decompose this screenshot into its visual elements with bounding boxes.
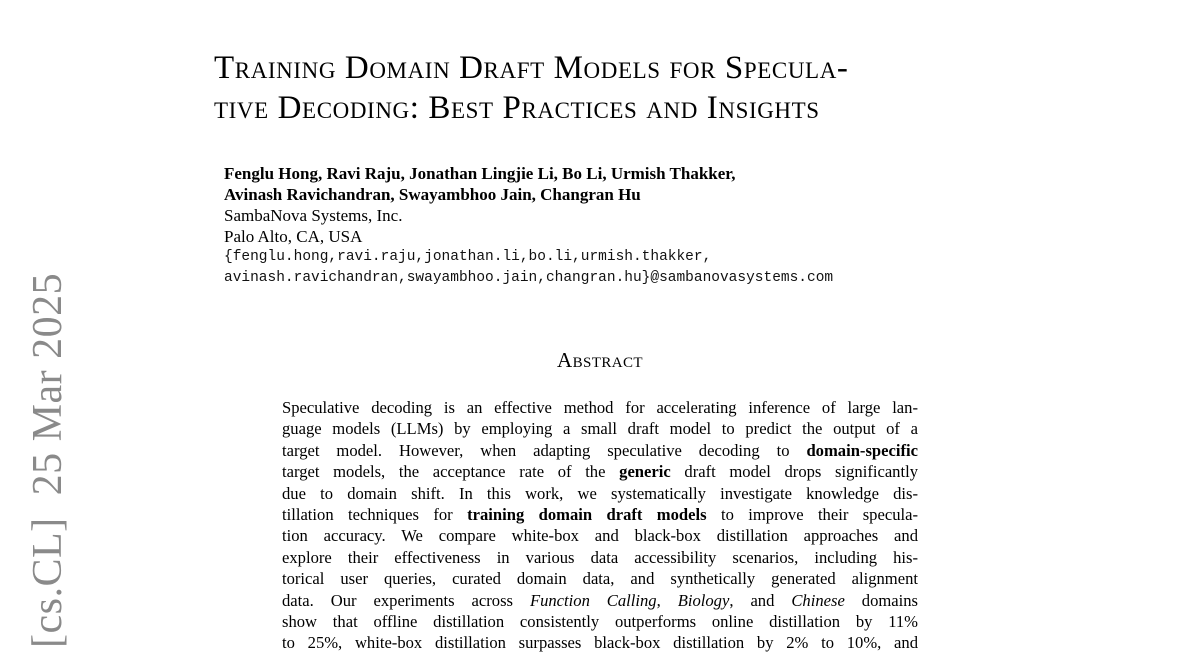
abstract-text: tillation techniques for xyxy=(282,505,468,525)
abstract-line: show that offline distillation consistently outperforms online distillation by 11% xyxy=(282,612,918,632)
author-names-line-2: Avinash Ravichandran, Swayambhoo Jain, Changran Hu xyxy=(224,185,641,204)
abstract-line: to 25%, white-box distillation surpasses black-box distillation by 2% to 10%, and xyxy=(282,633,918,653)
italic-biology: Biology xyxy=(677,590,730,610)
emphasis-training-domain-draft-models: training domain draft models xyxy=(467,505,707,525)
emphasis-generic: generic xyxy=(619,462,671,482)
abstract-line xyxy=(282,440,918,461)
arxiv-stamp xyxy=(26,273,70,648)
abstract-text: domains xyxy=(844,590,919,610)
abstract-text: data. Our experiments across xyxy=(282,590,530,610)
title-line-1: Training Domain Draft Models for Specula- xyxy=(214,50,849,86)
abstract-text: , and xyxy=(729,590,792,610)
author-names-line-1: Fenglu Hong, Ravi Raju, Jonathan Lingjie Li, Bo Li, Urmish Thakker, xyxy=(224,164,736,183)
abstract-text: target model. However, when adapting speculative decoding to xyxy=(282,440,807,460)
abstract-line xyxy=(282,590,918,611)
abstract-line: Speculative decoding is an effective method for accelerating inference of large lan- xyxy=(282,398,918,417)
arxiv-category: [cs.CL] xyxy=(25,517,71,648)
abstract-text: draft model drops significantly xyxy=(670,462,918,482)
abstract-text: , xyxy=(656,590,678,610)
abstract-line xyxy=(282,504,918,525)
italic-chinese: Chinese xyxy=(791,590,845,610)
italic-function-calling: Function Calling xyxy=(529,590,657,610)
arxiv-date: 25 Mar 2025 xyxy=(25,272,71,496)
author-location: Palo Alto, CA, USA xyxy=(224,227,363,246)
author-block xyxy=(224,163,1004,289)
author-emails-line-2: avinash.ravichandran,swayambhoo.jain,changran.hu}@sambanovasystems.com xyxy=(224,270,834,286)
author-organization: SambaNova Systems, Inc. xyxy=(224,206,403,225)
abstract-line: torical user queries, curated domain data, and synthetically generated alignment xyxy=(282,569,918,589)
abstract-body xyxy=(282,397,918,654)
author-emails-line-1: {fenglu.hong,ravi.raju,jonathan.li,bo.li,urmish.thakker, xyxy=(224,249,712,265)
emphasis-domain-specific: domain-specific xyxy=(806,440,918,460)
abstract-text: to improve their specula- xyxy=(706,505,919,525)
abstract-line: due to domain shift. In this work, we systematically investigate knowledge dis- xyxy=(282,483,918,503)
paper-title xyxy=(214,48,1014,128)
title-line-2: tive Decoding: Best Practices and Insights xyxy=(214,90,820,126)
abstract-line: tion accuracy. We compare white-box and black-box distillation approaches and xyxy=(282,526,918,546)
abstract-heading: Abstract xyxy=(557,348,643,372)
abstract-line: guage models (LLMs) by employing a small draft model to predict the output of a xyxy=(282,419,918,439)
abstract-text: target models, the acceptance rate of the xyxy=(282,462,620,482)
abstract-line xyxy=(282,461,918,482)
abstract-line: explore their effectiveness in various data accessibility scenarios, including his- xyxy=(282,547,918,567)
